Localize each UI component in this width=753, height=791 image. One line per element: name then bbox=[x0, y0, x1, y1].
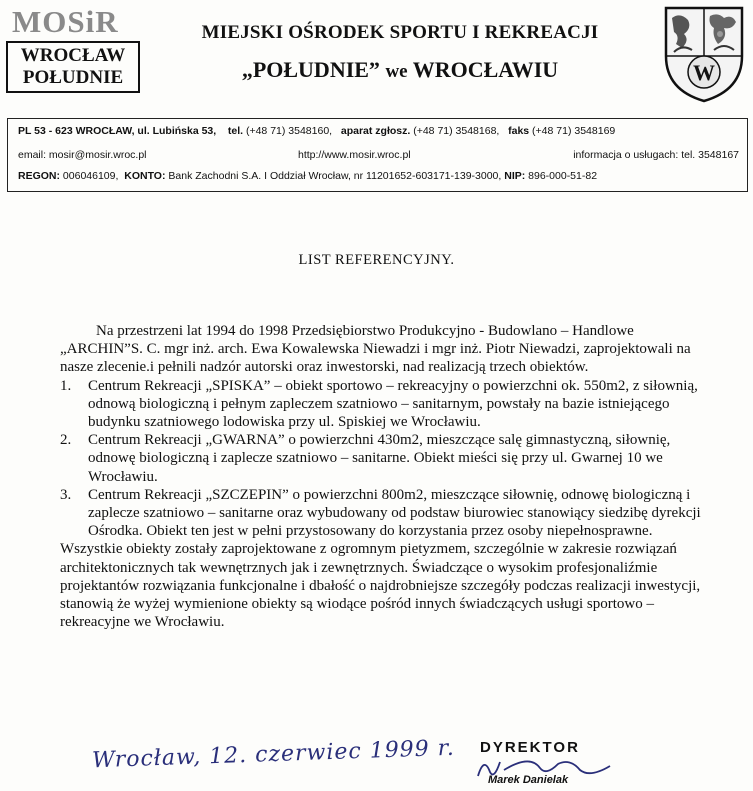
list-item-number: 2. bbox=[60, 432, 72, 449]
nip-label: NIP: bbox=[504, 170, 526, 182]
contact-box bbox=[7, 118, 748, 192]
org-line2-name: „POŁUDNIE” bbox=[241, 57, 380, 82]
regon-label: REGON: bbox=[18, 170, 60, 182]
street: ul. Lubińska 53, bbox=[137, 125, 217, 137]
logo-brand: MOSiR bbox=[12, 4, 119, 39]
website: http://www.mosir.wroc.pl bbox=[298, 149, 411, 161]
objects-list bbox=[60, 377, 720, 541]
list-item-text: Centrum Rekreacji „SZCZEPIN” o powierzchni 800m2, mieszczące siłownię, odnowę biologiczną i zaplecze szatniowo – sanitarne oraz wybudowany od podstaw biurowiec stanowiący siedzibę dyrekcji Ośrodka. Obiekt ten jest w pełni przystosowany do korzystania przez osoby niepełnosprawne. bbox=[88, 486, 701, 540]
list-item bbox=[60, 377, 720, 432]
address: PL 53 - 623 WROCŁAW, bbox=[18, 125, 135, 137]
list-item-number: 1. bbox=[60, 377, 72, 394]
intro-paragraph: Na przestrzeni lat 1994 do 1998 Przedsiębiorstwo Produkcyjno - Budowlano – Handlowe „ARCHIN”S. C. mgr inż. arch. Ewa Kowalewska Niewadzi i mgr inż. Piotr Niewadzi, zaprojektowali na nasze zlecenie.i pełnili nadzór autorski oraz inwestorski, nad realizacją trzech obiektów. bbox=[60, 323, 691, 376]
fax: (+48 71) 3548169 bbox=[532, 125, 616, 137]
logo-box bbox=[6, 41, 140, 93]
signer-title: DYREKTOR bbox=[480, 739, 580, 756]
letter-body bbox=[60, 322, 720, 631]
email: email: mosir@mosir.wroc.pl bbox=[18, 149, 147, 161]
organization-name bbox=[160, 22, 640, 83]
konto: Bank Zachodni S.A. I Oddział Wrocław, nr 11201652-603171-139-3000, bbox=[168, 170, 502, 182]
contact-row-3 bbox=[18, 170, 739, 182]
place-date: Wrocław, 12. czerwiec 1999 r. bbox=[91, 735, 456, 774]
closing-paragraph: Wszystkie obiekty zostały zaprojektowane z ogromnym pietyzmem, szczególnie w zakresie rozwiązań architektonicznych tak wewnętrznych jak i zewnętrznych. Świadczące o wysokim profesjonaliźmie projektantów rozwiązania funkcjonalne i dbałość o najdrobniejsze szczegóły podczas realizacji inwestycji, stanowią że wyżej wymienione obiekty są wiodące pośród innych świadczących usługi sportowo – rekreacyjne we Wrocławiu. bbox=[60, 541, 701, 631]
aparat: (+48 71) 3548168, bbox=[413, 125, 500, 137]
tel-label: tel. bbox=[227, 125, 244, 137]
list-item bbox=[60, 431, 720, 486]
konto-label: KONTO: bbox=[124, 170, 166, 182]
mosir-logo bbox=[6, 6, 140, 93]
fax-label: faks bbox=[508, 125, 530, 137]
logo-line2: POŁUDNIE bbox=[22, 67, 124, 88]
org-line2-city: WROCŁAWIU bbox=[412, 57, 559, 82]
org-line2-we: we bbox=[385, 61, 408, 82]
regon: 006046109, bbox=[62, 170, 119, 182]
signer-name: Marek Danielak bbox=[488, 774, 569, 786]
wroclaw-crest-icon bbox=[662, 4, 746, 104]
list-item-text: Centrum Rekreacji „SPISKA” – obiekt sportowo – rekreacyjny o powierzchni ok. 550m2, z siłownią, odnową biologiczną i pełnym zapleczem szatniowo – sanitarnym, powstały na bazie istniejącego budynku szatniowego lodowiska przy ul. Spiskiej we Wrocławiu. bbox=[88, 377, 698, 431]
tel: (+48 71) 3548160, bbox=[245, 125, 333, 137]
letter-title: LIST REFERENCYJNY. bbox=[298, 252, 455, 268]
info-phone: informacja o usługach: tel. 3548167 bbox=[573, 149, 739, 161]
org-line1: MIEJSKI OŚRODEK SPORTU I REKREACJI bbox=[201, 22, 599, 43]
contact-row-1 bbox=[18, 125, 739, 137]
logo-line1: WROCŁAW bbox=[20, 45, 126, 66]
list-item bbox=[60, 486, 720, 541]
org-line2 bbox=[160, 57, 640, 83]
aparat-label: aparat zgłosz. bbox=[340, 125, 411, 137]
nip: 896-000-51-82 bbox=[528, 170, 598, 182]
contact-row-2 bbox=[18, 149, 739, 161]
list-item-text: Centrum Rekreacji „GWARNA” o powierzchni 430m2, mieszczące salę gimnastyczną, siłownię, odnowę biologiczną i zaplecze szatniowo – sanitarne. Obiekt mieści się przy ul. Gwarnej 10 we Wrocławiu. bbox=[88, 432, 671, 485]
list-item-number: 3. bbox=[60, 486, 72, 503]
crest-letter: W bbox=[693, 60, 715, 85]
